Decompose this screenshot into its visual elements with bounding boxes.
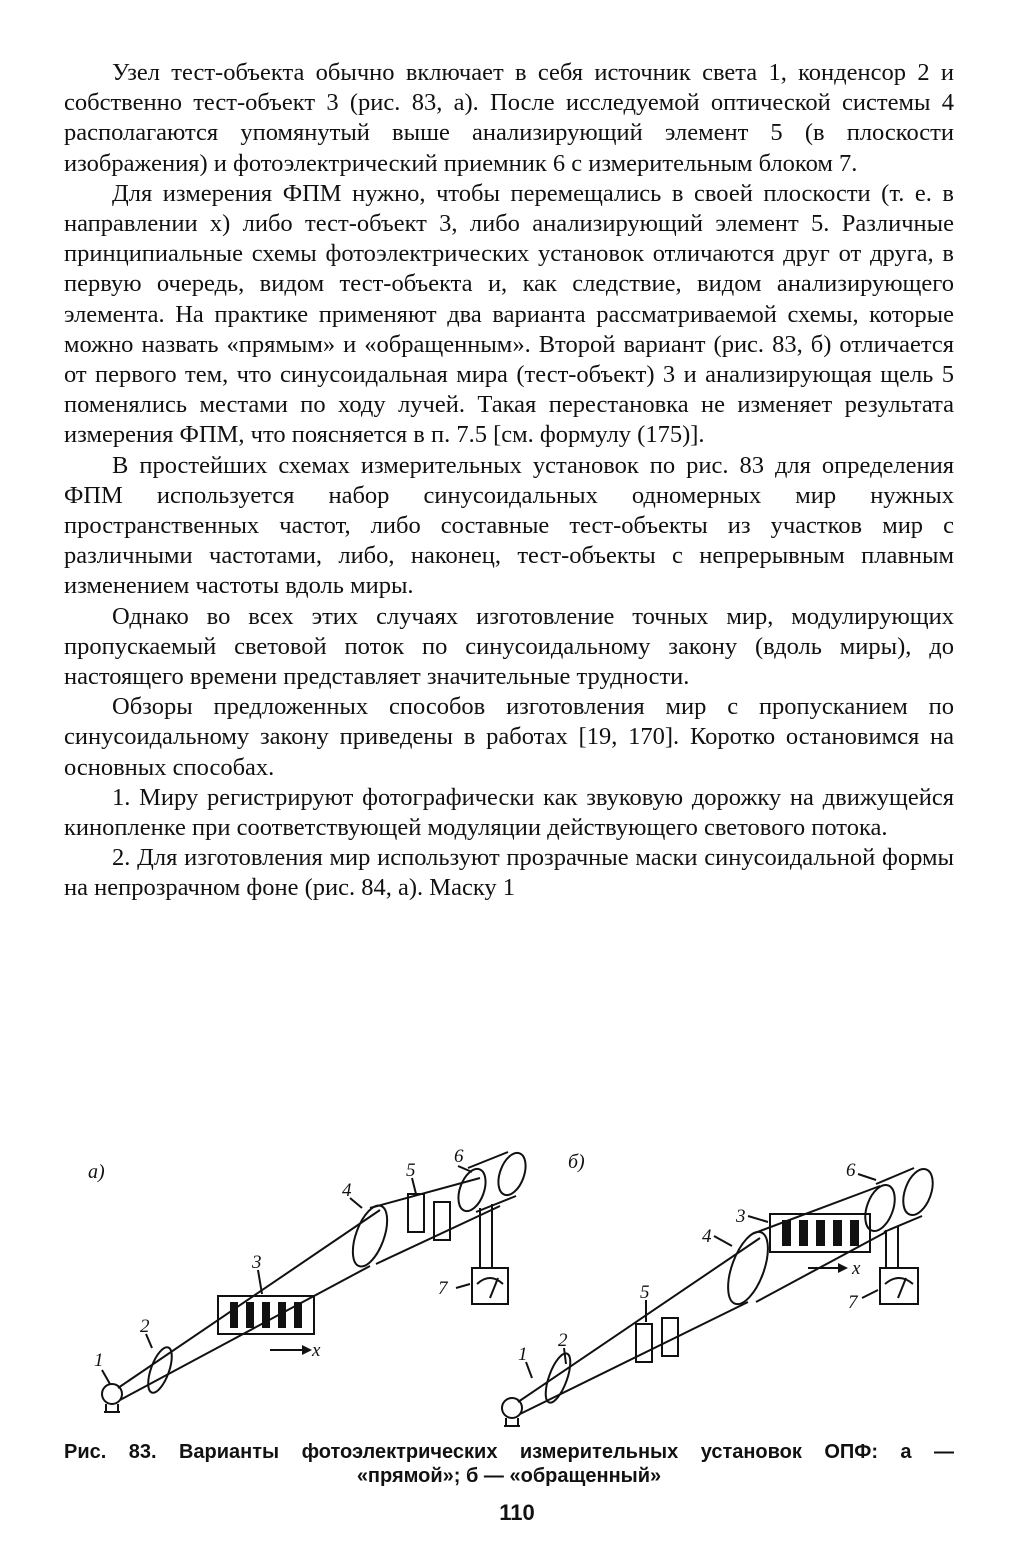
label-1-a: 1 <box>94 1350 104 1371</box>
panel-a-label: а) <box>88 1161 105 1183</box>
label-4-b: 4 <box>702 1226 712 1247</box>
paragraph-1: Узел тест-объекта обычно включает в себя источник света 1, конденсор 2 и собственно тест-объект 3 (рис. 83, а). После исследуемой оптической системы 4 располагаются упомянутый выше анализирующий элемент 5 (в плоскости изображения) и фотоэлектрический приемник 6 с измерительным блоком 7. <box>64 59 954 177</box>
grating-bars-a <box>230 1302 302 1328</box>
caption-line-2: «прямой»; б — «обращенный» <box>356 1465 662 1487</box>
paragraph-4: Однако во всех этих случаях изготовление точных мир, модулирующих пропускаемый световой поток по синусоидальному закону (вдоль миры), до настоящего времени представляет значительные трудности. <box>64 602 954 691</box>
slit-a-right <box>434 1202 450 1240</box>
page-number: 110 <box>499 1500 535 1525</box>
figure-83 <box>80 1138 960 1438</box>
axis-x-label-a: x <box>312 1340 321 1361</box>
label-6-b: 6 <box>846 1160 856 1181</box>
label-3-b: 3 <box>736 1206 746 1227</box>
label-5-b: 5 <box>640 1282 650 1303</box>
label-2-b: 2 <box>558 1330 568 1351</box>
text-body <box>64 58 954 904</box>
label-7-b: 7 <box>848 1292 858 1313</box>
caption-line-1: Рис. 83. Варианты фотоэлектрических измерительных установок ОПФ: а — <box>64 1441 954 1463</box>
optical-schemes-diagram <box>80 1138 960 1438</box>
panel-b-label: б) <box>568 1151 585 1173</box>
paragraph-3: В простейших схемах измерительных установок по рис. 83 для определения ФПМ используется набор синусоидальных одномерных мир нужных пространственных частот, либо составные тест-объекты из участков мир с различными частотами, либо, наконец, тест-объекты с непрерывным плавным изменением частоты вдоль миры. <box>64 451 954 600</box>
label-6-a: 6 <box>454 1146 464 1167</box>
label-2-a: 2 <box>140 1316 150 1337</box>
lens-a <box>346 1201 394 1271</box>
grating-bars-b <box>782 1220 859 1246</box>
paragraph-2: Для измерения ФПМ нужно, чтобы перемещались в своей плоскости (т. е. в направлении x) либо тест-объект 3, либо анализирующий элемент 5. Различные принципиальные схемы фотоэлектрических установок отличаются друг от друга, в первую очередь, видом тест-объекта и, как следствие, видом анализирующего элемента. На практике применяют два варианта рассматриваемой схемы, которые можно назвать «прямым» и «обращенным». Второй вариант (рис. 83, б) отличается от первого тем, что синусоидальная мира (тест-объект) 3 и анализирующая щель 5 поменялись местами по ходу лучей. Такая перестановка не изменяет результата измерения ФПМ, что поясняется в п. 7.5 [см. формулу (175)]. <box>64 179 954 449</box>
label-5-a: 5 <box>406 1160 416 1181</box>
meter-b <box>880 1268 918 1304</box>
paragraph-5: Обзоры предложенных способов изготовления мир с пропусканием по синусоидальному закону приведены в работах [19, 170]. Коротко остановимся на основных способах. <box>64 693 954 781</box>
meter-a <box>472 1268 508 1304</box>
condenser-b <box>541 1350 576 1405</box>
slit-a-left <box>408 1194 424 1232</box>
axis-x-label-b: x <box>852 1258 861 1279</box>
figure-caption <box>64 1440 954 1488</box>
paragraph-7: 2. Для изготовления мир используют прозрачные маски синусоидальной формы на непрозрачном фоне (рис. 84, а). Маску 1 <box>64 844 954 902</box>
label-7-a: 7 <box>438 1278 448 1299</box>
label-4-a: 4 <box>342 1180 352 1201</box>
label-3-a: 3 <box>252 1252 262 1273</box>
paragraph-6: 1. Миру регистрируют фотографически как звуковую дорожку на движущейся кинопленке при соответствующей модуляции действующего светового потока. <box>64 783 954 842</box>
label-1-b: 1 <box>518 1344 528 1365</box>
